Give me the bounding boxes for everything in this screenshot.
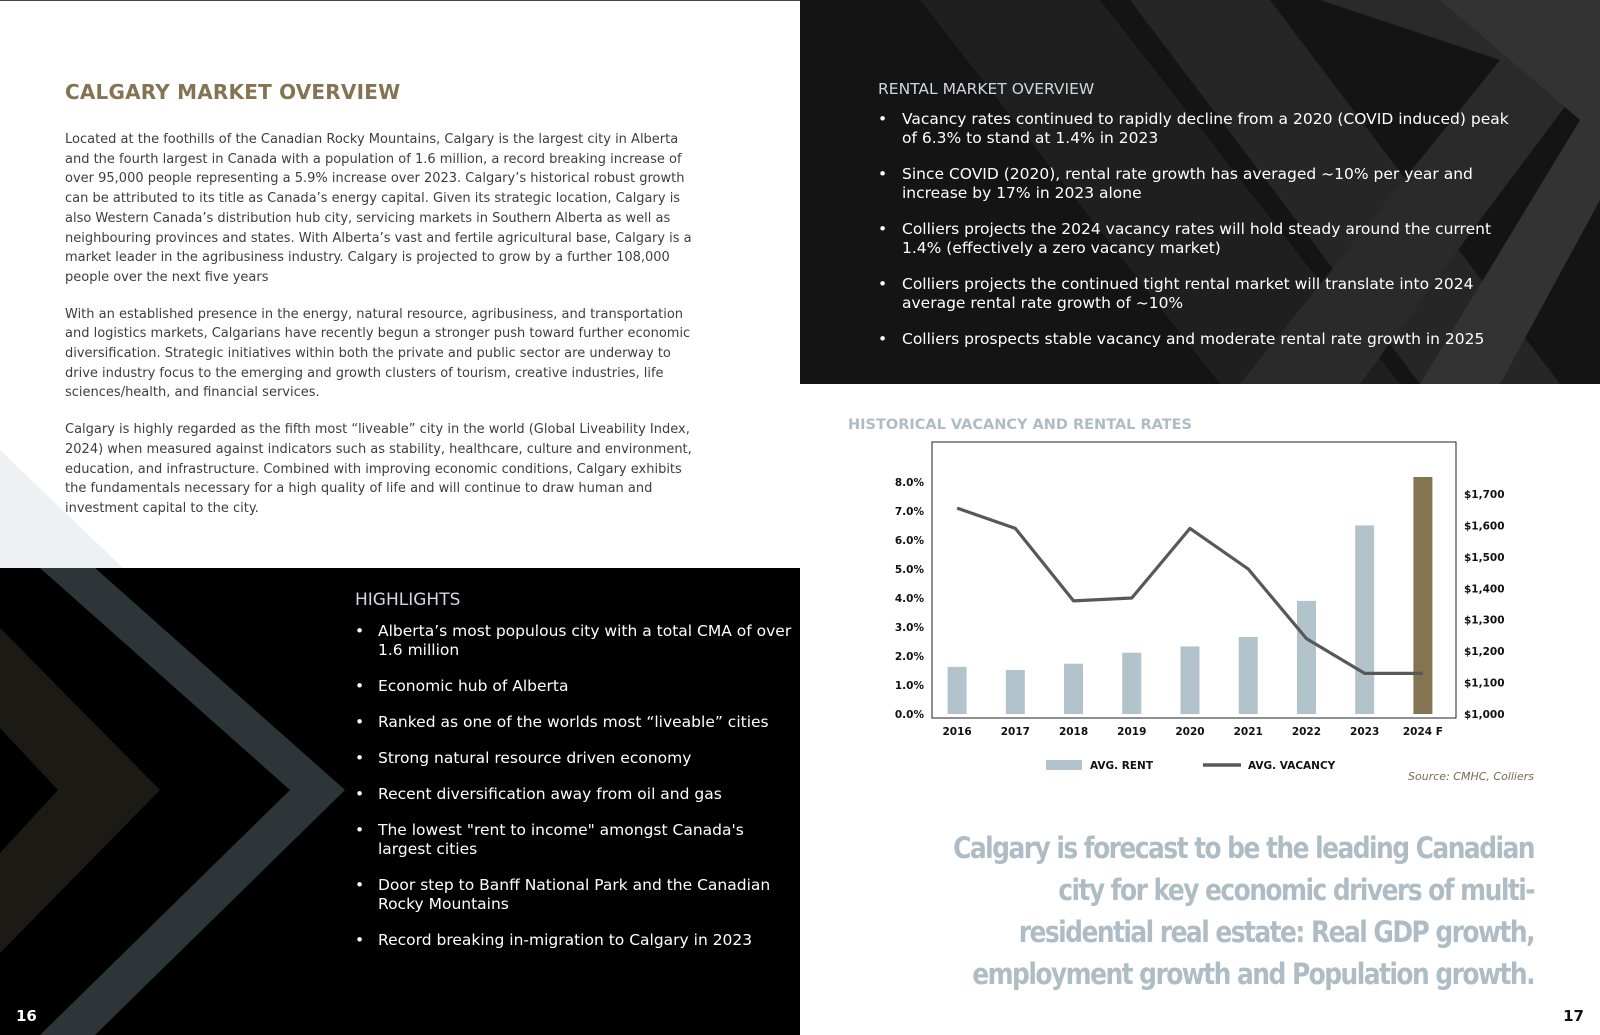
legend-rent-swatch <box>1046 760 1082 770</box>
list-item-text: Door step to Banff National Park and the Canadian Rocky Mountains <box>378 876 771 913</box>
left-axis-tick-label: 4.0% <box>894 593 924 605</box>
rent-bar <box>1355 525 1374 714</box>
rent-bar <box>1181 646 1200 714</box>
bullet-icon: • <box>355 622 365 640</box>
overview-body <box>65 130 695 536</box>
chart-title: HISTORICAL VACANCY AND RENTAL RATES <box>848 417 1192 433</box>
left-axis-tick-label: 8.0% <box>894 477 924 489</box>
list-item <box>355 622 795 660</box>
overview-paragraph-1: Located at the foothills of the Canadian Rocky Mountains, Calgary is the largest city in Alberta and the fourth largest in Canada with a population of 1.6 million, a record breaking increase of over 95,000 people representing a 5.9% increase over 2023. Calgary’s historical robust growth can be attributed to its title as Canada’s energy capital. Given its strategic location, Calgary is also Western Canada’s distribution hub city, servicing markets in Southern Alberta as well as neighbouring provinces and states. With Alberta’s vast and fertile agricultural base, Calgary is a market leader in the agribusiness industry. Calgary is projected to grow by a further 108,000 people over the next five years <box>65 132 692 285</box>
overview-paragraph-2: With an established presence in the energy, natural resource, agribusiness, and transportation and logistics markets, Calgarians have recently begun a stronger push toward further economic diversification. Strategic initiatives within both the private and public sector are underway to drive industry focus to the emerging and growth clusters of tourism, creative industries, life sciences/health, and financial services. <box>65 306 691 401</box>
x-axis-tick-label: 2018 <box>1058 726 1089 738</box>
rent-bar <box>948 667 967 714</box>
x-axis-tick-label: 2019 <box>1117 726 1147 738</box>
right-axis-tick-label: $1,100 <box>1464 677 1505 690</box>
rent-bar <box>1413 477 1432 714</box>
right-axis-tick-label: $1,400 <box>1464 583 1505 596</box>
bullet-icon: • <box>878 330 888 348</box>
bullet-icon: • <box>878 220 888 238</box>
x-axis-tick-label: 2021 <box>1233 726 1263 738</box>
bullet-icon: • <box>355 677 365 695</box>
list-item <box>355 713 795 732</box>
bullet-icon: • <box>355 931 365 949</box>
list-item-text: Recent diversification away from oil and gas <box>378 785 722 803</box>
left-axis-tick-label: 0.0% <box>894 709 924 721</box>
bullet-icon: • <box>355 749 365 767</box>
x-axis-tick-label: 2024 F <box>1402 726 1443 738</box>
list-item-text: Colliers projects the 2024 vacancy rates will hold steady around the current 1.4% (effectively a zero vacancy market) <box>902 220 1492 257</box>
list-item <box>355 677 795 696</box>
pull-quote: Calgary is forecast to be the leading Canadian city for key economic drivers of multi-residential real estate: Real GDP growth, employment growth and Population growth. <box>953 831 1534 991</box>
page-number-left: 16 <box>16 1007 37 1025</box>
list-item <box>355 785 795 804</box>
rent-bar <box>1239 637 1258 714</box>
list-item-text: Alberta’s most populous city with a total CMA of over 1.6 million <box>378 622 792 659</box>
right-axis-tick-label: $1,600 <box>1464 520 1505 533</box>
rent-bar <box>1122 653 1141 714</box>
left-axis-tick-label: 5.0% <box>894 564 924 576</box>
bullet-icon: • <box>355 876 365 894</box>
rent-bar <box>1006 670 1025 714</box>
rent-bar <box>1297 601 1316 714</box>
x-axis-tick-label: 2016 <box>942 726 972 738</box>
right-axis-tick-label: $1,500 <box>1464 551 1505 564</box>
page-title: CALGARY MARKET OVERVIEW <box>65 80 401 104</box>
legend-rent-label: AVG. RENT <box>1090 760 1154 772</box>
list-item-text: Since COVID (2020), rental rate growth has averaged ~10% per year and increase by 17% in 2023 alone <box>902 165 1473 202</box>
highlights-list <box>355 622 795 967</box>
list-item <box>355 821 795 859</box>
list-item-text: Economic hub of Alberta <box>378 677 569 695</box>
list-item-text: Ranked as one of the worlds most “liveable” cities <box>378 713 769 731</box>
left-axis-tick-label: 6.0% <box>894 535 924 547</box>
list-item <box>355 931 795 950</box>
vacancy-rent-chart <box>800 0 1600 790</box>
left-axis-tick-label: 7.0% <box>894 506 924 518</box>
list-item-text: Strong natural resource driven economy <box>378 749 692 767</box>
x-axis-tick-label: 2020 <box>1175 726 1205 738</box>
rental-overview-title: RENTAL MARKET OVERVIEW <box>878 80 1095 98</box>
page-number-right: 17 <box>1563 1007 1584 1025</box>
chart-source: Source: CMHC, Colliers <box>1408 770 1534 783</box>
left-axis-tick-label: 2.0% <box>894 651 924 663</box>
list-item-text: Vacancy rates continued to rapidly decline from a 2020 (COVID induced) peak of 6.3% to stand at 1.4% in 2023 <box>902 110 1509 147</box>
list-item-text: The lowest "rent to income" amongst Canada's largest cities <box>378 821 744 858</box>
list-item-text: Colliers prospects stable vacancy and moderate rental rate growth in 2025 <box>902 330 1485 348</box>
bullet-icon: • <box>355 713 365 731</box>
bullet-icon: • <box>355 821 365 839</box>
right-axis-tick-label: $1,300 <box>1464 614 1505 627</box>
list-item <box>355 876 795 914</box>
bullet-icon: • <box>878 275 888 293</box>
x-axis-tick-label: 2022 <box>1291 726 1322 738</box>
left-axis-tick-label: 3.0% <box>894 622 924 634</box>
right-axis-tick-label: $1,000 <box>1464 709 1505 721</box>
list-item-text: Record breaking in-migration to Calgary in 2023 <box>378 931 753 949</box>
overview-paragraph-3: Calgary is highly regarded as the fifth most “liveable” city in the world (Global Liveability Index, 2024) when measured against indicators such as stability, healthcare, culture and environment, education, and infrastructure. Combined with improving economic conditions, Calgary exhibits the fundamentals necessary for a high quality of life and will continue to draw human and investment capital to the city. <box>65 422 692 516</box>
legend-vacancy-label: AVG. VACANCY <box>1248 760 1336 772</box>
bullet-icon: • <box>878 110 888 128</box>
left-axis-tick-label: 1.0% <box>894 680 924 692</box>
right-axis-tick-label: $1,200 <box>1464 646 1505 659</box>
rent-bar <box>1064 664 1083 714</box>
highlights-panel <box>0 568 800 1035</box>
bullet-icon: • <box>355 785 365 803</box>
bullet-icon: • <box>878 165 888 183</box>
x-axis-tick-label: 2017 <box>1000 726 1030 738</box>
list-item-text: Colliers projects the continued tight rental market will translate into 2024 average rental rate growth of ~10% <box>902 275 1474 312</box>
x-axis-tick-label: 2023 <box>1350 726 1380 738</box>
highlights-title: HIGHLIGHTS <box>355 590 461 610</box>
right-page <box>800 0 1600 1035</box>
right-axis-tick-label: $1,700 <box>1464 489 1505 501</box>
list-item <box>355 749 795 768</box>
